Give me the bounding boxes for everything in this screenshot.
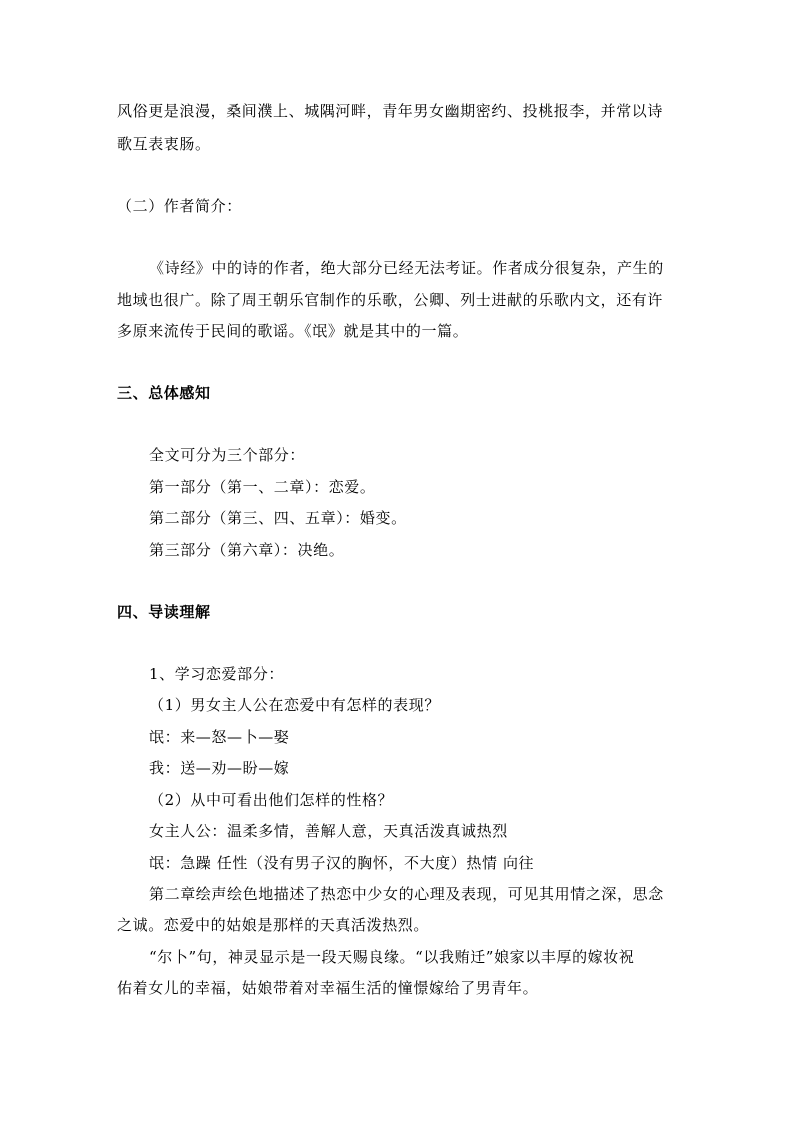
paragraph-line: 我：送—劝—盼—嫁 (149, 759, 290, 777)
paragraph-line: （2）从中可看出他们怎样的性格？ (149, 791, 394, 809)
paragraph-line: 全文可分为三个部分： (149, 446, 306, 464)
paragraph-line: 1、学习恋爱部分： (149, 665, 284, 683)
paragraph-line: 氓：急躁 任性（没有男子汉的胸怀，不大度）热情 向往 (149, 854, 535, 872)
paragraph-line: 第二部分（第三、四、五章）：婚变。 (149, 509, 407, 527)
section-heading: （二）作者简介： (117, 197, 242, 215)
paragraph-line: 歌互表衷肠。 (117, 135, 211, 153)
paragraph-line: 之诚。恋爱中的姑娘是那样的天真活泼热烈。 (117, 916, 430, 934)
paragraph-line: 地域也很广。除了周王朝乐官制作的乐歌，公卿、列士进献的乐歌内文，还有许 (117, 291, 664, 309)
paragraph-line: “尔卜”句，神灵显示是一段天赐良缘。“以我贿迁”娘家以丰厚的嫁妆祝 (149, 948, 635, 966)
paragraph-line: 第三部分（第六章）：决绝。 (149, 541, 345, 559)
paragraph-line: 《诗经》中的诗的作者，绝大部分已经无法考证。作者成分很复杂，产生的 (149, 259, 664, 277)
paragraph-line: 风俗更是浪漫，桑间濮上、城隅河畔，青年男女幽期密约、投桃报李，并常以诗 (117, 102, 664, 120)
paragraph-line: 多原来流传于民间的歌谣。《氓》就是其中的一篇。 (117, 322, 469, 340)
paragraph-line: （1）男女主人公在恋爱中有怎样的表现？ (149, 696, 440, 714)
paragraph-line: 佑着女儿的幸福，姑娘带着对幸福生活的憧憬嫁给了男青年。 (117, 979, 539, 997)
paragraph-line: 第一部分（第一、二章）：恋爱。 (149, 478, 376, 496)
paragraph-line: 第二章绘声绘色地描述了热恋中少女的心理及表现，可见其用情之深，思念 (149, 885, 664, 903)
section-heading: 四、导读理解 (117, 603, 211, 621)
section-heading: 三、总体感知 (117, 384, 211, 402)
paragraph-line: 氓：来—怒—卜—娶 (149, 728, 290, 746)
paragraph-line: 女主人公：温柔多情，善解人意，天真活泼真诚热烈 (149, 822, 508, 840)
